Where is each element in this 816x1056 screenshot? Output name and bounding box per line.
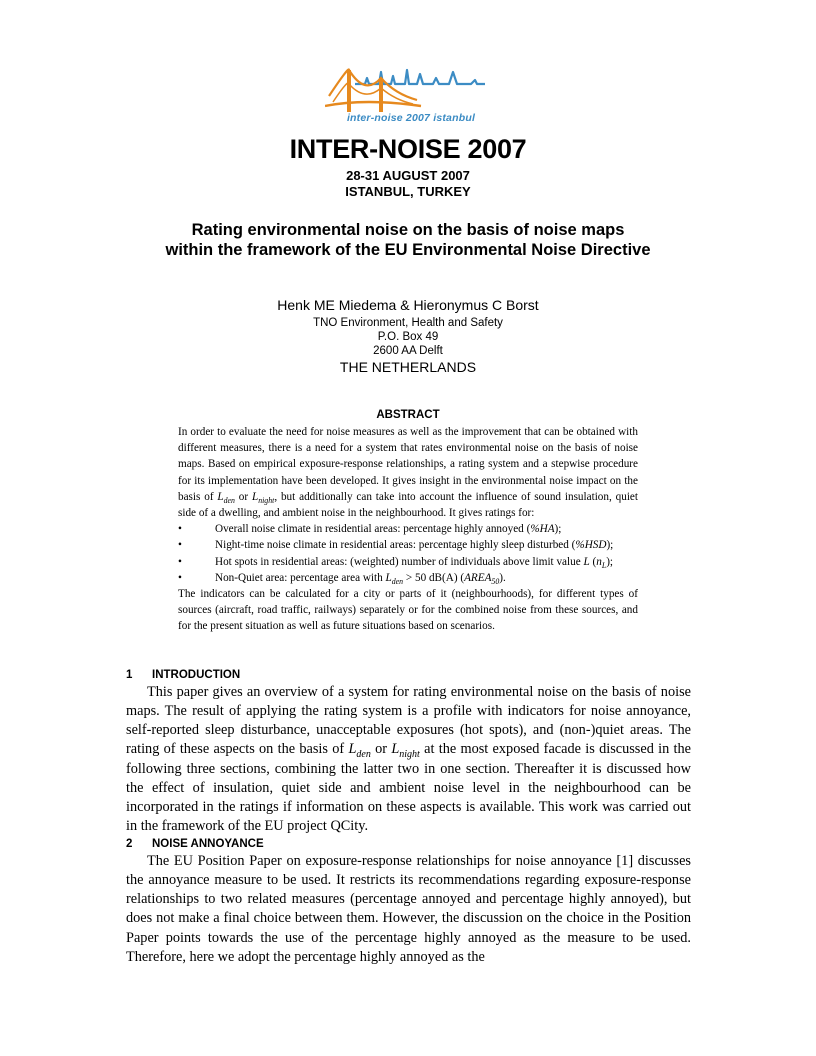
country: THE NETHERLANDS (339, 359, 477, 375)
bullet-icon: • (178, 523, 182, 536)
conference-logo (325, 62, 490, 128)
conference-location: ISTANBUL, TURKEY (345, 184, 471, 199)
abstract-intro: In order to evaluate the need for noise measures as well as the improvement that can be obtained with different measures, there is a need for a system that rates environmental noise on the basis of noise maps. Based on empirical exposure-response relationships, a rating system and a stepwise procedure for its implementation have been developed. It gives insight in the environmental noise impact on the basis of $L_{den}$ or $L_{night}$, but additionally can take into account the influence of sound insulation, quiet side of a dwelling, and ambient noise in the neighbourhood. It gives ratings for: (178, 426, 639, 520)
authors: Henk ME Miedema & Hieronymus C Borst (277, 297, 539, 313)
section-heading-noise-annoyance: 2 NOISE ANNOYANCE (126, 838, 264, 850)
affiliation-line2: P.O. Box 49 (377, 331, 439, 343)
abstract-heading: ABSTRACT (376, 409, 440, 421)
list-item: • Night-time noise climate in residential areas: percentage highly sleep disturbed (%HSD); (178, 537, 638, 553)
paper-title (0, 220, 816, 260)
list-item: • Overall noise climate in residential areas: percentage highly annoyed (%HA); (178, 521, 638, 537)
logo-text: inter-noise 2007 istanbul (346, 112, 476, 124)
affiliation-line1: TNO Environment, Health and Safety (313, 317, 503, 329)
affiliation-line3: 2600 AA Delft (373, 345, 443, 357)
conference-dates: 28-31 AUGUST 2007 (346, 168, 470, 183)
bullet-icon: • (178, 555, 182, 568)
bullet-icon: • (178, 539, 182, 552)
bullet-icon: • (178, 571, 182, 584)
paper-title-line2: within the framework of the EU Environmental Noise Directive (165, 241, 651, 259)
abstract-bullet-list (178, 521, 638, 586)
abstract-body (178, 424, 638, 635)
list-item: • Hot spots in residential areas: (weighted) number of individuals above limit value L $(n_L)$; (178, 555, 614, 570)
section-noise-annoyance-text: The EU Position Paper on exposure-response relationships for noise annoyance [1] discusses the annoyance measure to be used. It restricts its recommendations regarding exposure-response relationships to two related measures (percentage annoyed and percentage highly annoyed), but does not make a final choice between them. However, the discussion on the choice in the Position Paper points towards the use of the percentage highly annoyed as the measure to be used. Therefore, here we adopt the percentage highly annoyed as the (126, 853, 691, 965)
paper-title-line1: Rating environmental noise on the basis of noise maps (191, 221, 625, 239)
conference-title: INTER-NOISE 2007 (289, 134, 527, 164)
section-introduction-text: This paper gives an overview of a system for rating environmental noise on the basis of noise maps. The result of applying the rating system is a profile with indicators for noise annoyance, self-reported sleep disturbance, unacceptable exposures (hot spots), and (non-)quiet areas. The rating of these aspects on the basis of $L_{den}$ or $L_{night}$ at the most exposed facade is discussed in the following three sections, combining the latter two in one section. Thereafter it is discussed how the effect of insulation, quiet side and ambient noise level in the neighbourhood can be incorporated in the ratings if information on these aspects is available. This work was carried out in the framework of the EU project QCity. (126, 684, 692, 835)
list-item: • Non-Quiet area: percentage area with $L_{den} > 50$ dB(A) $(AREA_{50})$. (178, 571, 506, 587)
section-heading-introduction: 1 INTRODUCTION (126, 669, 241, 681)
bridge-skyline-icon (325, 62, 490, 114)
abstract-closing: The indicators can be calculated for a city or parts of it (neighbourhoods), for different types of sources (aircraft, road traffic, railways) separately or for the combined noise from these sources, and for the present situation as well as future situations based on scenarios. (178, 588, 638, 633)
